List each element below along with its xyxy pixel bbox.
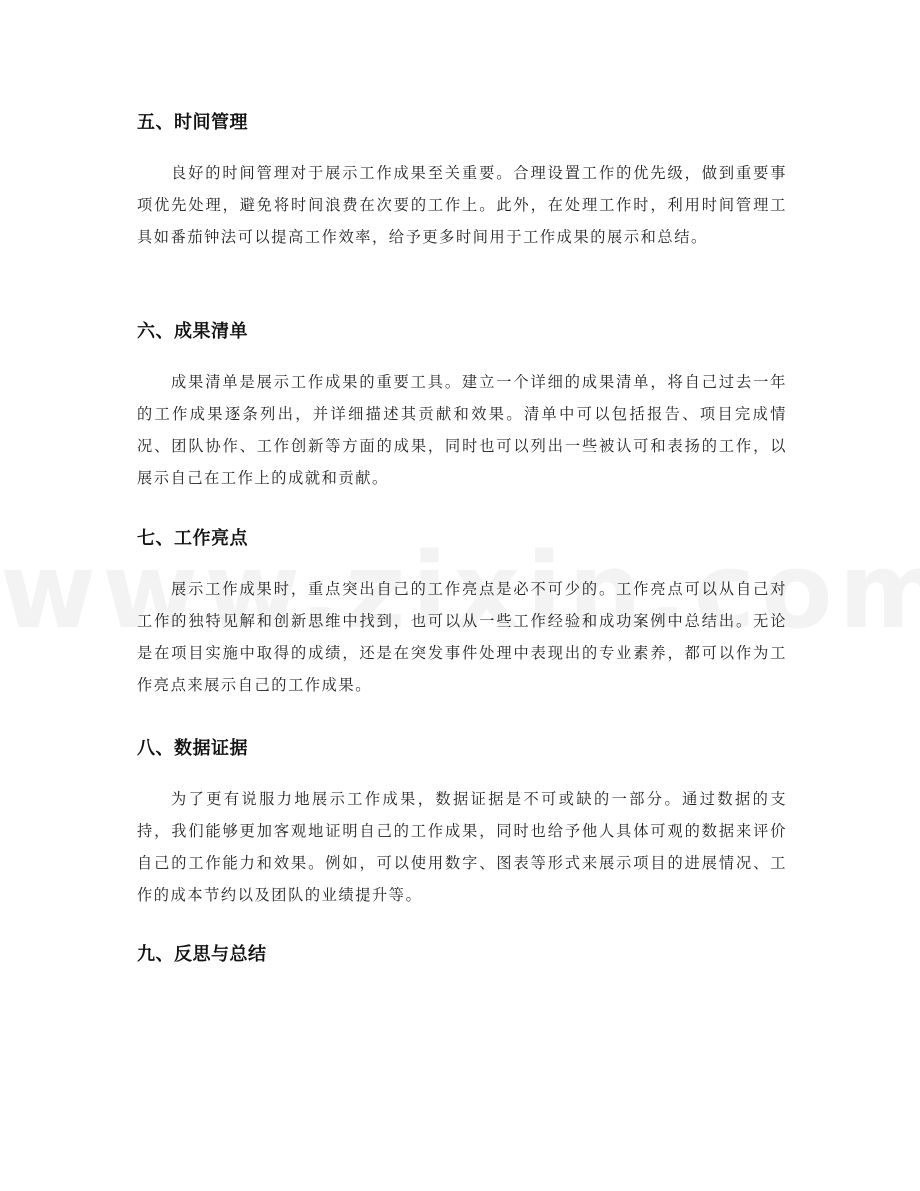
section-heading: 九、反思与总结: [137, 944, 267, 965]
section-heading: 七、工作亮点: [137, 528, 248, 549]
section-heading: 八、数据证据: [137, 738, 248, 759]
section-paragraph: 展示工作成果时，重点突出自己的工作亮点是必不可少的。工作亮点可以从自己对工作的独特见解和创新思维中找到，也可以从一些工作经验和成功案例中总结出。无论是在项目实施中取得的成绩，还是在突发事件处理中表现出的专业素养，都可以作为工作亮点来展示自己的工作成果。: [137, 580, 787, 694]
section-time-management: [137, 111, 787, 253]
section-paragraph: 成果清单是展示工作成果的重要工具。建立一个详细的成果清单，将自己过去一年的工作成果逐条列出，并详细描述其贡献和效果。清单中可以包括报告、项目完成情况、团队协作、工作创新等方面的成果，同时也可以列出一些被认可和表扬的工作，以展示自己在工作上的成就和贡献。: [137, 373, 787, 487]
section-reflection-summary: [137, 943, 787, 967]
section-heading: 五、时间管理: [137, 112, 248, 133]
section-paragraph: 为了更有说服力地展示工作成果，数据证据是不可或缺的一部分。通过数据的支持，我们能够更加客观地证明自己的工作成果，同时也给予他人具体可观的数据来评价自己的工作能力和效果。例如，可以使用数字、图表等形式来展示项目的进展情况、工作的成本节约以及团队的业绩提升等。: [137, 790, 787, 904]
section-paragraph: 良好的时间管理对于展示工作成果至关重要。合理设置工作的优先级，做到重要事项优先处理，避免将时间浪费在次要的工作上。此外，在处理工作时，利用时间管理工具如番茄钟法可以提高工作效率，给予更多时间用于工作成果的展示和总结。: [137, 164, 787, 246]
section-work-highlights: [137, 527, 787, 701]
section-achievement-list: [137, 320, 787, 494]
section-heading: 六、成果清单: [137, 321, 248, 342]
section-data-evidence: [137, 737, 787, 911]
